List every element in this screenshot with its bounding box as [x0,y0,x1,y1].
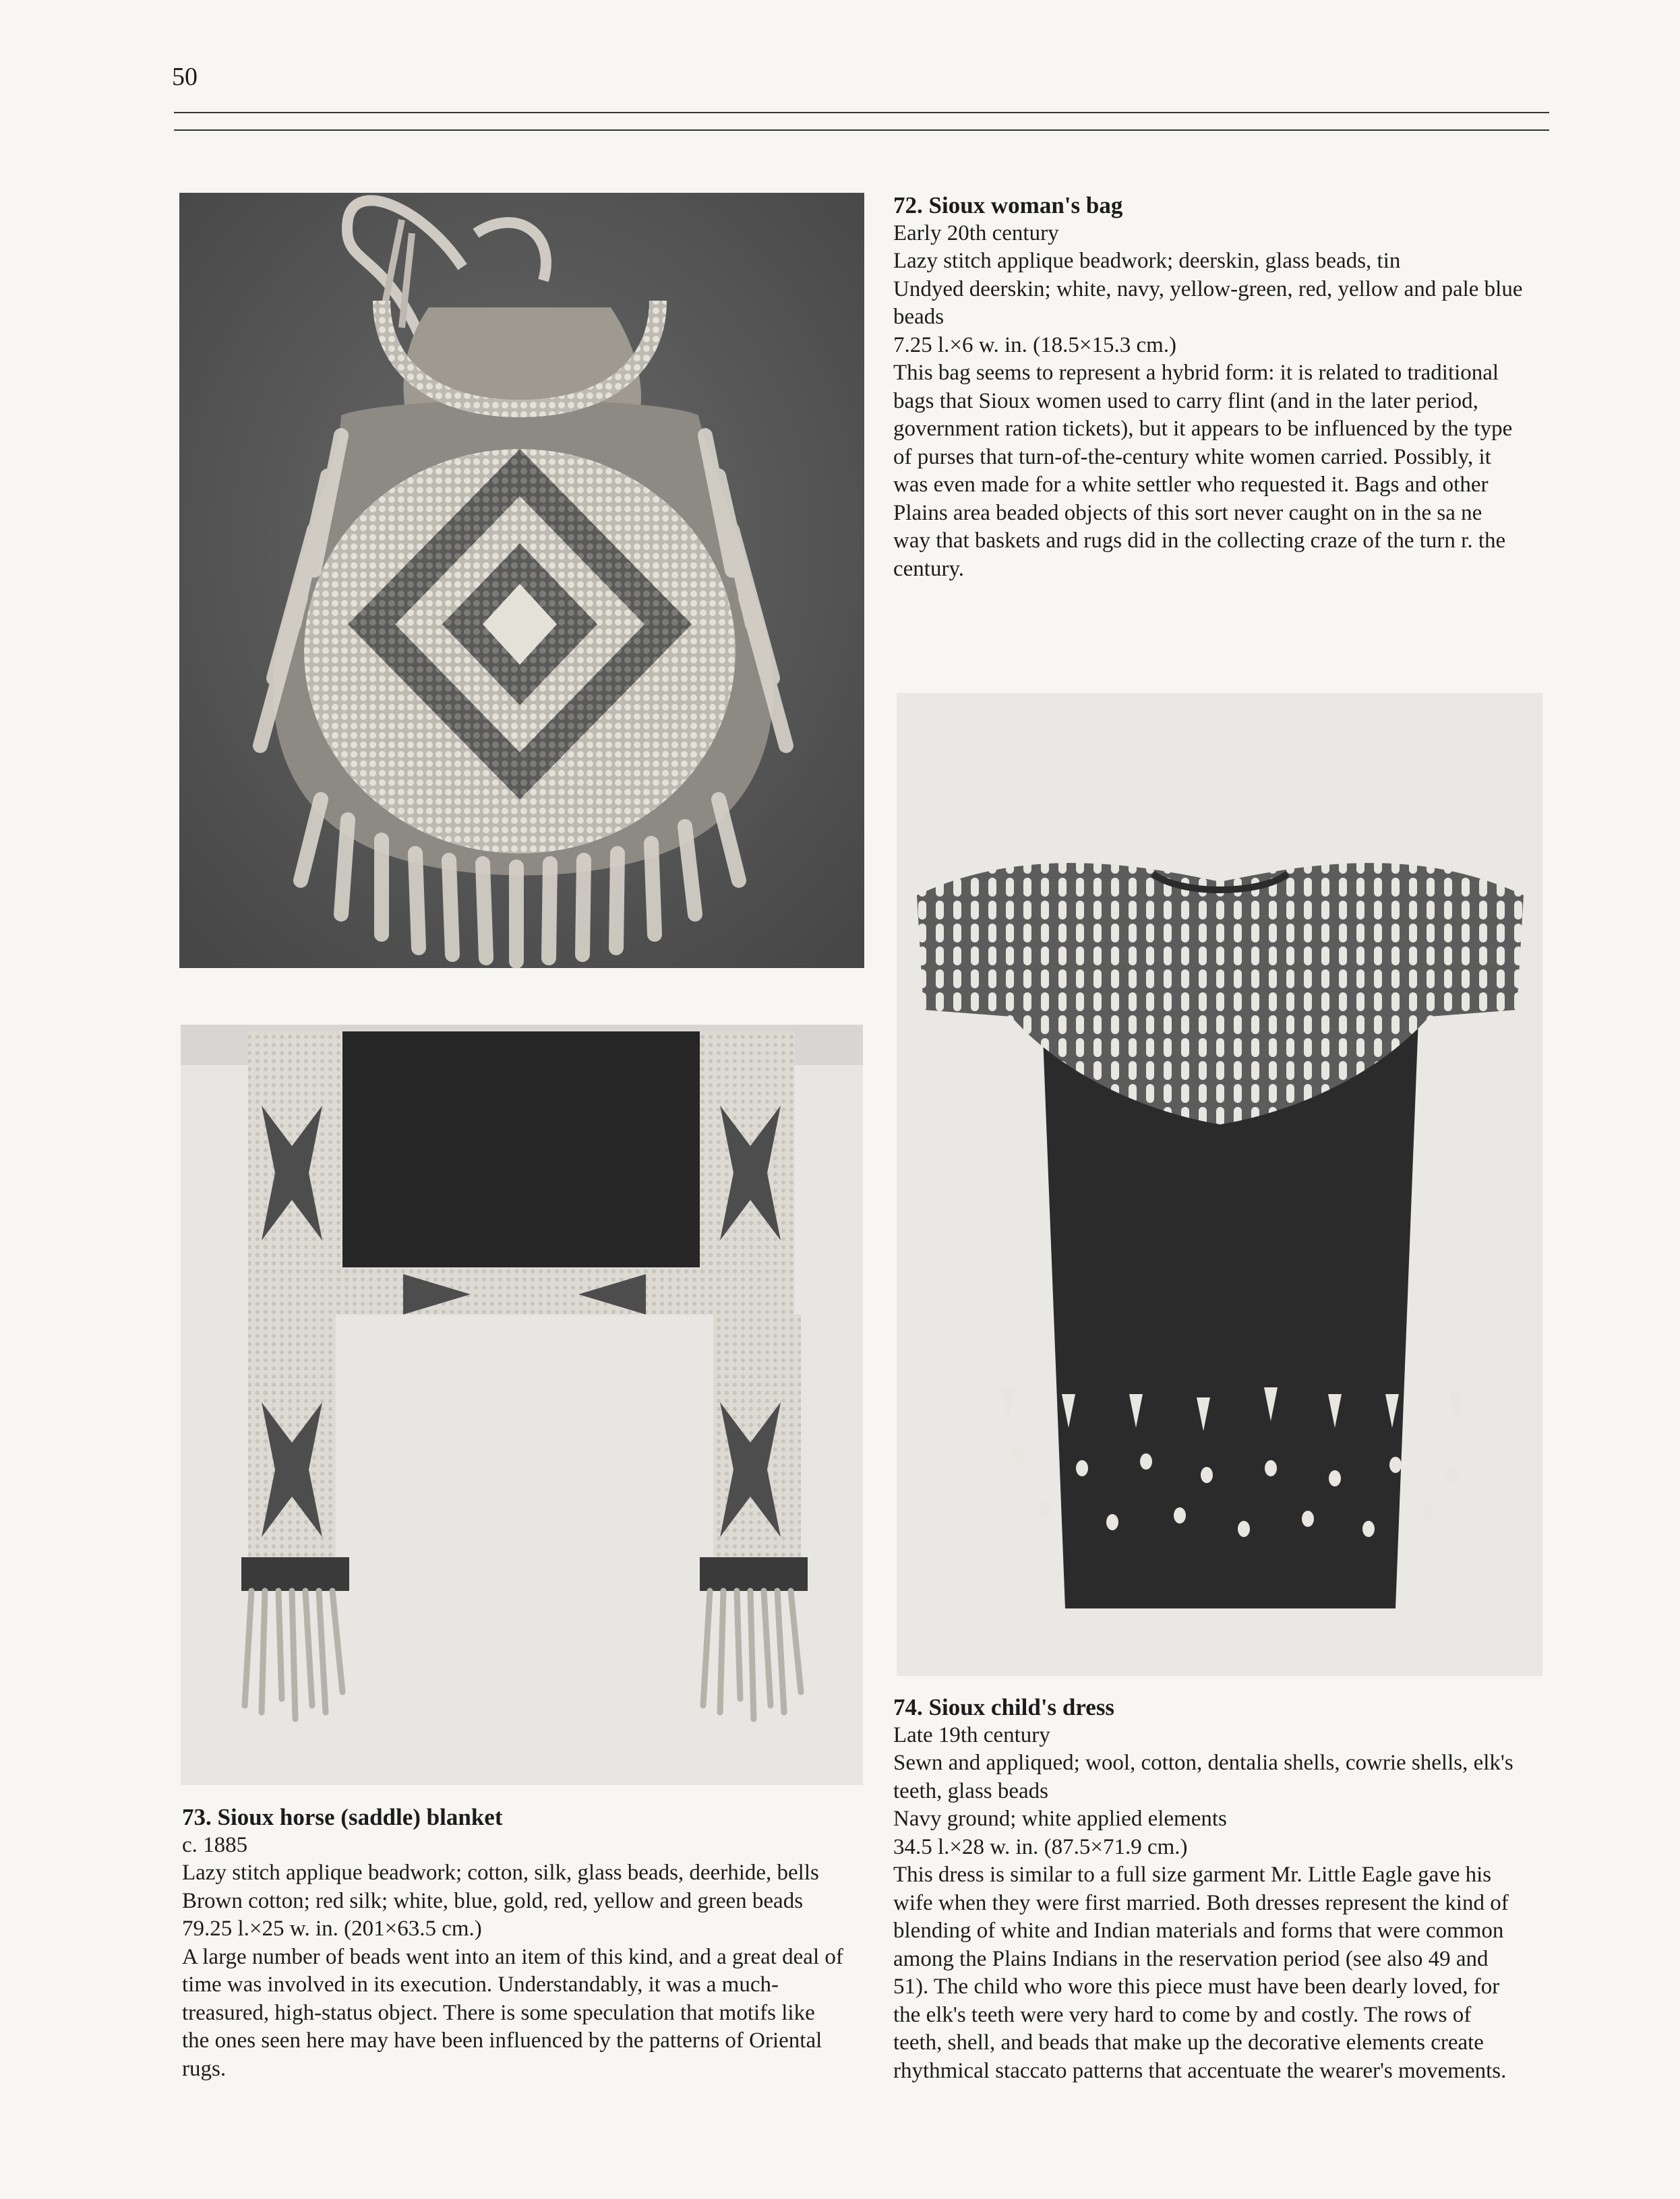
bag-date: Early 20th century [893,220,1059,245]
blanket-title: 73. Sioux horse (saddle) blanket [182,1804,503,1830]
header-rule-top [174,112,1549,113]
dress-description: This dress is similar to a full size garment Mr. Little Eagle gave his wife when they were first married. Both dresses represent the kind of blending of white and Indian materials and forms that were common among the Plains Indians in the reservation period (see also 49 and 51). The child who wore this piece must have been dearly loved, for the elk's teeth were very hard to come by and costly. The rows of teeth, shell, and beads that make up the decorative elements create rhythmical staccato patterns that accentuate the wearer's movements. [893,1863,1509,2083]
blanket-colors: Brown cotton; red silk; white, blue, gold, red, yellow and green beads [182,1888,804,1913]
blanket-photo [181,1025,863,1785]
blanket-date: c. 1885 [182,1832,248,1857]
bag-colors: Undyed deerskin; white, navy, yellow-green, red, yellow and pale blue beads [893,276,1523,329]
bag-caption [893,191,1524,583]
blanket-caption [182,1803,846,2083]
bag-technique: Lazy stitch applique beadwork; deerskin, glass beads, tin [893,249,1401,273]
dress-caption [893,1693,1524,2085]
dress-date: Late 19th century [893,1722,1050,1747]
dress-title: 74. Sioux child's dress [893,1694,1115,1720]
bag-description: This bag seems to represent a hybrid form: it is related to traditional bags that Sioux women used to carry flint (and in the later period, government ration tickets), but it appears to be influenced by the type of purses that turn-of-the-century white women carried. Possibly, it was even made for a white settler who requested it. Bags and other Plains area beaded objects of this sort never caught on in the sa ne way that baskets and rugs did in the collecting craze of the turn r. the century. [893,361,1513,581]
bag-photo [179,193,864,968]
bag-title: 72. Sioux woman's bag [893,192,1123,218]
header-rule-bottom [174,129,1549,131]
page-number: 50 [172,63,198,91]
blanket-technique: Lazy stitch applique beadwork; cotton, silk, glass beads, deerhide, bells [182,1861,819,1885]
bag-dimensions: 7.25 l.×6 w. in. (18.5×15.3 cm.) [893,332,1177,357]
blanket-dimensions: 79.25 l.×25 w. in. (201×63.5 cm.) [182,1917,482,1941]
dress-dimensions: 34.5 l.×28 w. in. (87.5×71.9 cm.) [893,1834,1188,1859]
dress-technique: Sewn and appliqued; wool, cotton, dentalia shells, cowrie shells, elk's teeth, glass beads [893,1751,1513,1803]
blanket-description: A large number of beads went into an item of this kind, and a great deal of time was involved in its execution. Understandably, it was a much-treasured, high-status object. There is some speculation that motifs like the ones seen here may have been influenced by the patterns of Oriental rugs. [182,1944,843,2081]
dress-photo [897,693,1542,1676]
dress-colors: Navy ground; white applied elements [893,1807,1227,1831]
